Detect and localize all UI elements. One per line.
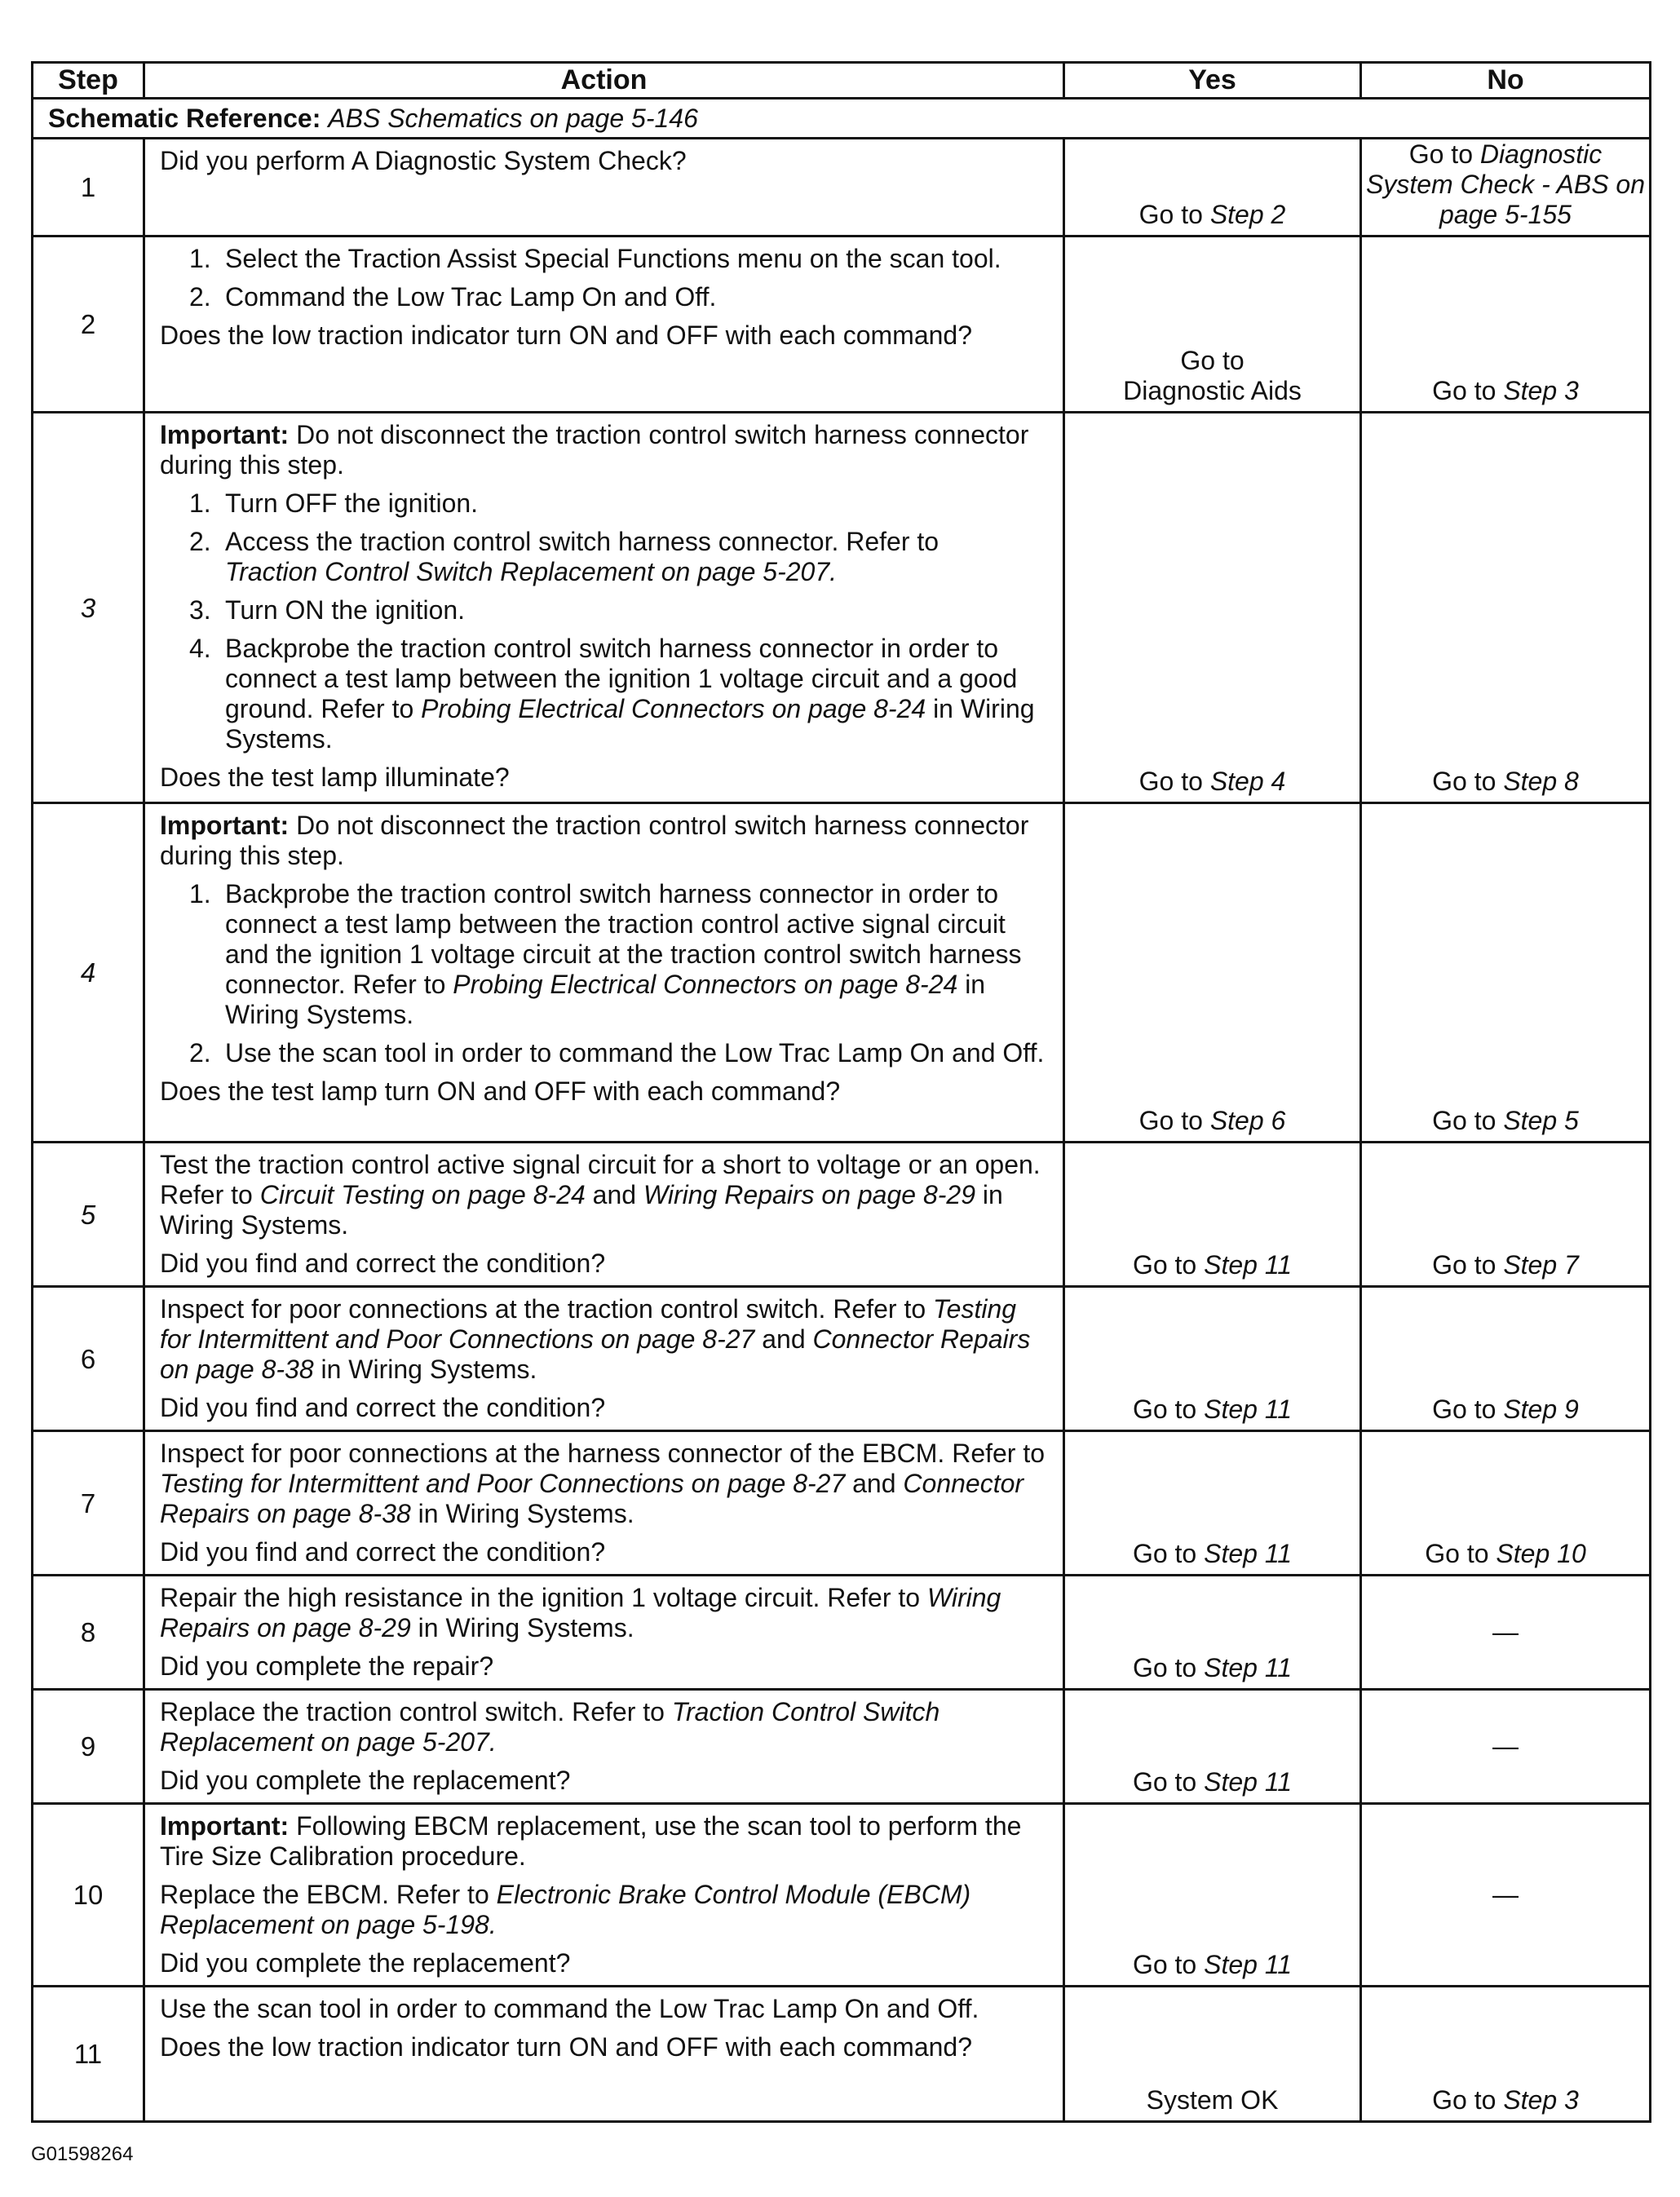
important-label: Important: xyxy=(160,420,290,449)
important-label: Important: xyxy=(160,811,290,840)
no-cell xyxy=(1361,1804,1651,1987)
list-item-link: Probing Electrical Connectors on page 8-24 xyxy=(421,694,926,723)
no-link: Step 9 xyxy=(1503,1395,1579,1424)
step-number: 2 xyxy=(33,236,144,413)
no-dash: — xyxy=(1492,1880,1519,1909)
action-cell xyxy=(144,1431,1064,1576)
header-yes: Yes xyxy=(1064,63,1361,99)
yes-link: Diagnostic Aids xyxy=(1123,376,1302,405)
list-item-text: Backprobe the traction control switch harness connector in order to connect a test lamp between the traction control active signal circuit and the ignition 1 voltage circuit at the traction control switch harness connector. Refer to xyxy=(225,879,1022,999)
no-dash: — xyxy=(1492,1617,1519,1647)
list-item-text: in Wiring Systems. xyxy=(225,970,986,1029)
table-row xyxy=(33,1431,1651,1576)
action-link: Traction Control Switch Replacement on page 5-207. xyxy=(160,1697,940,1757)
no-link: Step 10 xyxy=(1496,1539,1586,1568)
no-link: Step 7 xyxy=(1503,1250,1579,1280)
action-question: Did you complete the repair? xyxy=(160,1651,494,1681)
action-text-part: Use the scan tool in order to command the Low Trac Lamp On and Off. xyxy=(160,1994,979,2023)
table-row xyxy=(33,803,1651,1143)
step-number: 3 xyxy=(33,413,144,803)
diagnostic-table xyxy=(31,61,1651,2123)
list-item-text: Use the scan tool in order to command the Low Trac Lamp On and Off. xyxy=(225,1038,1045,1068)
list-item-text: Backprobe the traction control switch harness connector in order to connect a test lamp between the ignition 1 voltage circuit and a good ground. Refer to xyxy=(225,634,1018,723)
list-item-text: Access the traction control switch harness connector. Refer to xyxy=(225,527,939,556)
no-prefix: Go to xyxy=(1432,2085,1504,2115)
list-item: 1. Backprobe the traction control switch harness connector in order to connect a test lamp between the traction control active signal circuit and the ignition 1 voltage circuit at the traction control switch harness connector. Refer to Probing Electrical Connectors on page 8-24 in Wiring Systems. xyxy=(189,879,1022,1029)
yes-cell xyxy=(1064,1576,1361,1690)
yes-cell xyxy=(1064,1804,1361,1987)
action-text-part: and xyxy=(845,1469,904,1498)
action-text-part: and xyxy=(585,1180,643,1209)
table-row xyxy=(33,1576,1651,1690)
table-row xyxy=(33,236,1651,413)
no-dash: — xyxy=(1492,1731,1519,1761)
yes-prefix: Go to xyxy=(1132,1950,1205,1979)
step-number: 11 xyxy=(33,1987,144,2122)
yes-cell xyxy=(1064,1287,1361,1431)
action-cell xyxy=(144,139,1064,236)
list-item: 2. Access the traction control switch harness connector. Refer to Traction Control Switch Replacement on page 5-207. xyxy=(189,527,939,586)
step-number: 8 xyxy=(33,1576,144,1690)
table-row xyxy=(33,1987,1651,2122)
action-question: Did you complete the replacement? xyxy=(160,1766,571,1795)
action-cell xyxy=(144,1287,1064,1431)
yes-link: Step 11 xyxy=(1204,1250,1293,1280)
schematic-reference-row xyxy=(33,99,1651,139)
table-row xyxy=(33,1690,1651,1804)
no-prefix: Go to xyxy=(1408,139,1480,169)
action-question: Does the low traction indicator turn ON and OFF with each command? xyxy=(160,2032,972,2062)
no-cell xyxy=(1361,1987,1651,2122)
no-cell xyxy=(1361,1143,1651,1287)
step-number: 9 xyxy=(33,1690,144,1804)
action-text-part: Test the traction control active signal circuit for a short to voltage or an open. Refer to xyxy=(160,1150,1041,1209)
step-number: 1 xyxy=(33,139,144,236)
action-text xyxy=(160,1994,1053,2024)
header-no: No xyxy=(1361,63,1651,99)
list-item: 2. Use the scan tool in order to command the Low Trac Lamp On and Off. xyxy=(189,1038,1045,1068)
schematic-reference-link: ABS Schematics on page 5-146 xyxy=(328,103,698,133)
action-link: Connector Repairs on page 8-38 xyxy=(160,1324,1031,1384)
step-number: 5 xyxy=(33,1143,144,1287)
yes-prefix: Go to xyxy=(1138,1106,1210,1135)
list-item: 3. Turn ON the ignition. xyxy=(189,595,466,625)
important-text: Following EBCM replacement, use the scan tool to perform the Tire Size Calibration procedure. xyxy=(160,1811,1022,1871)
action-question: Does the test lamp illuminate? xyxy=(160,763,510,792)
step-number: 7 xyxy=(33,1431,144,1576)
no-prefix: Go to xyxy=(1432,1106,1504,1135)
no-cell xyxy=(1361,1576,1651,1690)
action-text-part: Replace the EBCM. Refer to xyxy=(160,1880,497,1909)
yes-link: Step 11 xyxy=(1204,1950,1293,1979)
action-text xyxy=(160,1697,1053,1757)
no-link: Step 3 xyxy=(1503,376,1579,405)
yes-cell xyxy=(1064,413,1361,803)
yes-cell xyxy=(1064,1987,1361,2122)
list-item-text: Turn ON the ignition. xyxy=(225,595,466,625)
action-text xyxy=(160,1583,1053,1643)
yes-prefix: Go to xyxy=(1132,1395,1205,1424)
yes-prefix: Go to xyxy=(1138,200,1210,229)
action-text-part: Repair the high resistance in the ignition 1 voltage circuit. Refer to xyxy=(160,1583,927,1612)
action-link: Testing for Intermittent and Poor Connections on page 8-27 xyxy=(160,1294,1017,1354)
list-item-text: Turn OFF the ignition. xyxy=(225,488,479,518)
yes-cell xyxy=(1064,236,1361,413)
no-cell xyxy=(1361,803,1651,1143)
list-item-link: Traction Control Switch Replacement on page 5-207. xyxy=(225,557,838,586)
action-cell xyxy=(144,236,1064,413)
table-row xyxy=(33,1143,1651,1287)
yes-cell xyxy=(1064,1690,1361,1804)
action-cell xyxy=(144,1576,1064,1690)
action-link: Connector Repairs on page 8-38 xyxy=(160,1469,1024,1528)
action-question: Did you find and correct the condition? xyxy=(160,1393,606,1422)
yes-link: Step 4 xyxy=(1209,767,1286,796)
yes-prefix: Go to xyxy=(1132,1539,1205,1568)
no-cell xyxy=(1361,1690,1651,1804)
action-text xyxy=(160,1880,1053,1940)
action-cell xyxy=(144,413,1064,803)
list-item-text: Select the Traction Assist Special Functions menu on the scan tool. xyxy=(225,244,1001,273)
action-question: Did you perform A Diagnostic System Check? xyxy=(160,146,687,175)
important-text: Do not disconnect the traction control switch harness connector during this step. xyxy=(160,811,1029,870)
yes-link: Step 2 xyxy=(1209,200,1286,229)
action-list xyxy=(160,488,1053,754)
action-link: Wiring Repairs on page 8-29 xyxy=(643,1180,975,1209)
yes-link: Step 11 xyxy=(1204,1767,1293,1797)
no-link: Step 8 xyxy=(1503,767,1579,796)
no-cell xyxy=(1361,1431,1651,1576)
yes-prefix: Go to xyxy=(1132,1250,1205,1280)
yes-cell xyxy=(1064,139,1361,236)
action-text-part: in Wiring Systems. xyxy=(410,1613,634,1642)
no-prefix: Go to xyxy=(1432,1250,1504,1280)
yes-link: Step 6 xyxy=(1209,1106,1286,1135)
table-row xyxy=(33,1804,1651,1987)
no-prefix: Go to xyxy=(1432,1395,1504,1424)
action-question: Does the test lamp turn ON and OFF with each command? xyxy=(160,1076,841,1106)
action-text-part: Inspect for poor connections at the traction control switch. Refer to xyxy=(160,1294,934,1324)
action-link: Wiring Repairs on page 8-29 xyxy=(160,1583,1001,1642)
action-link: Testing for Intermittent and Poor Connections on page 8-27 xyxy=(160,1469,846,1498)
yes-cell xyxy=(1064,1431,1361,1576)
schematic-reference-label: Schematic Reference: xyxy=(48,103,321,133)
action-link: Electronic Brake Control Module (EBCM) Replacement on page 5-198. xyxy=(160,1880,971,1939)
important-note xyxy=(160,1811,1053,1872)
no-prefix: Go to xyxy=(1432,376,1504,405)
yes-link: Step 11 xyxy=(1204,1539,1293,1568)
list-item-text: in Wiring Systems. xyxy=(225,694,1035,754)
step-number: 4 xyxy=(33,803,144,1143)
list-item: 1. Turn OFF the ignition. xyxy=(189,488,479,518)
action-text-part: Replace the traction control switch. Refer to xyxy=(160,1697,672,1726)
important-text: Do not disconnect the traction control switch harness connector during this step. xyxy=(160,420,1029,480)
action-cell xyxy=(144,1143,1064,1287)
yes-link: Step 11 xyxy=(1204,1395,1293,1424)
list-item-link: Probing Electrical Connectors on page 8-24 xyxy=(453,970,958,999)
action-question: Did you find and correct the condition? xyxy=(160,1249,606,1278)
no-link: Step 3 xyxy=(1503,2085,1579,2115)
table-row xyxy=(33,139,1651,236)
action-link: Circuit Testing on page 8-24 xyxy=(259,1180,586,1209)
action-question: Did you complete the replacement? xyxy=(160,1948,571,1978)
action-text-part: Inspect for poor connections at the harness connector of the EBCM. Refer to xyxy=(160,1439,1046,1468)
no-cell xyxy=(1361,139,1651,236)
table-row xyxy=(33,1287,1651,1431)
no-link: Step 5 xyxy=(1503,1106,1579,1135)
list-item-text: Command the Low Trac Lamp On and Off. xyxy=(225,282,717,312)
action-text-part: in Wiring Systems. xyxy=(160,1180,1003,1240)
yes-cell xyxy=(1064,803,1361,1143)
step-number: 6 xyxy=(33,1287,144,1431)
step-number: 10 xyxy=(33,1804,144,1987)
action-text xyxy=(160,1294,1053,1385)
action-cell xyxy=(144,1987,1064,2122)
important-label: Important: xyxy=(160,1811,290,1841)
no-prefix: Go to xyxy=(1425,1539,1497,1568)
action-text-part: and xyxy=(754,1324,813,1354)
header-row xyxy=(33,63,1651,99)
yes-cell xyxy=(1064,1143,1361,1287)
action-list xyxy=(160,879,1053,1068)
action-text xyxy=(160,1150,1053,1240)
action-cell xyxy=(144,803,1064,1143)
yes-prefix: Go to xyxy=(1132,1767,1205,1797)
action-question: Does the low traction indicator turn ON and OFF with each command? xyxy=(160,320,972,350)
yes-prefix: Go to xyxy=(1138,767,1210,796)
action-cell xyxy=(144,1804,1064,1987)
header-action: Action xyxy=(144,63,1064,99)
action-cell xyxy=(144,1690,1064,1804)
list-item: 4. Backprobe the traction control switch harness connector in order to connect a test lamp between the ignition 1 voltage circuit and a good ground. Refer to Probing Electrical Connectors on page 8-24 in Wiring Systems. xyxy=(189,634,1035,754)
action-text xyxy=(160,1439,1053,1529)
yes-prefix: Go to xyxy=(1180,346,1245,375)
schematic-reference xyxy=(33,99,1651,139)
table-row xyxy=(33,413,1651,803)
no-cell xyxy=(1361,413,1651,803)
figure-code: G01598264 xyxy=(31,2143,134,2165)
action-text-part: in Wiring Systems. xyxy=(410,1499,634,1528)
yes-link: Step 11 xyxy=(1204,1653,1293,1682)
no-cell xyxy=(1361,1287,1651,1431)
action-list xyxy=(160,244,1053,312)
list-item: 1. Select the Traction Assist Special Functions menu on the scan tool. xyxy=(189,244,1001,273)
action-text-part: in Wiring Systems. xyxy=(313,1355,537,1384)
yes-prefix: Go to xyxy=(1132,1653,1205,1682)
important-note xyxy=(160,811,1053,871)
list-item: 2. Command the Low Trac Lamp On and Off. xyxy=(189,282,717,312)
no-prefix: Go to xyxy=(1432,767,1504,796)
no-cell xyxy=(1361,236,1651,413)
header-step: Step xyxy=(33,63,144,99)
important-note xyxy=(160,420,1053,480)
no-link: Diagnostic System Check - ABS on page 5-155 xyxy=(1365,139,1646,229)
action-question: Did you find and correct the condition? xyxy=(160,1537,606,1567)
yes-text: System OK xyxy=(1146,2085,1279,2115)
